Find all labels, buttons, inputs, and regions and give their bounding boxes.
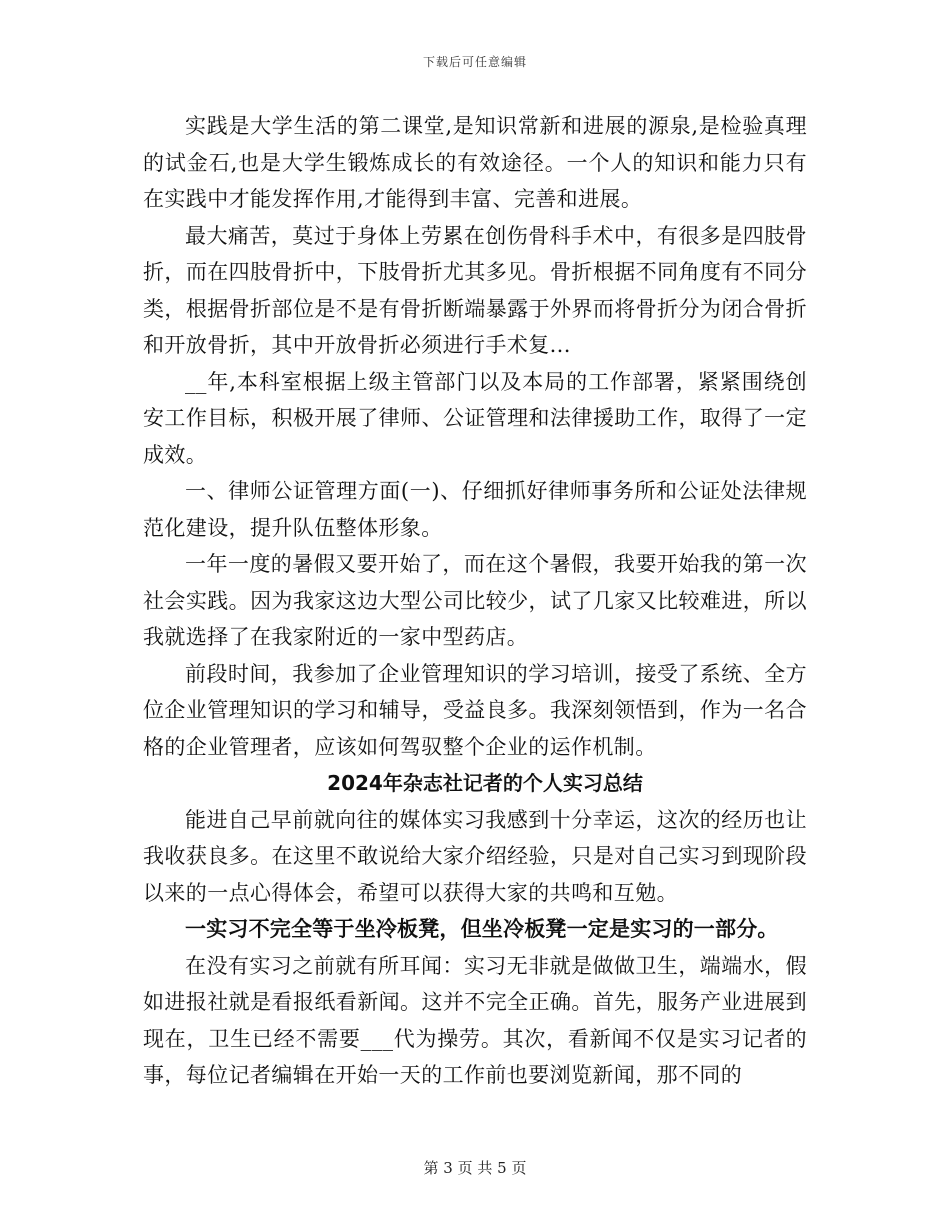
- paragraph-lawyer-notary: 一、律师公证管理方面(一)、仔细抓好律师事务所和公证处法律规范化建设，提升队伍整体形象。: [143, 479, 807, 540]
- paragraph-practice: 实践是大学生活的第二课堂,是知识常新和进展的源泉,是检验真理的试金石,也是大学生锻炼成长的有效途径。一个人的知识和能力只有在实践中才能发挥作用,才能得到丰富、完善和进展。: [143, 114, 807, 211]
- page-number: 第 3 页 共 5 页: [423, 1159, 527, 1177]
- paragraph-fracture: 最大痛苦，莫过于身体上劳累在创伤骨科手术中，有很多是四肢骨折，而在四肢骨折中，下肢骨折尤其多见。骨折根据不同角度有不同分类，根据骨折部位是不是有骨折断端暴露于外界而将骨折分为闭合骨折和开放骨折，其中开放骨折必须进行手术复...: [143, 223, 807, 357]
- paragraph-bold-subheading: 一实习不完全等于坐冷板凳，但坐冷板凳一定是实习的一部分。: [185, 917, 779, 941]
- paragraph-summer-practice: 一年一度的暑假又要开始了，而在这个暑假，我要开始我的第一次社会实践。因为我家这边大型公司比较少，试了几家又比较难进，所以我就选择了在我家附近的一家中型药店。: [143, 552, 807, 649]
- paragraph-management-training: 前段时间，我参加了企业管理知识的学习培训，接受了系统、全方位企业管理知识的学习和辅导，受益良多。我深刻领悟到，作为一名合格的企业管理者，应该如何驾驭整个企业的运作机制。: [143, 661, 807, 759]
- paragraph-internship-expectations: 在没有实习之前就有所耳闻：实习无非就是做做卫生，端端水，假如进报社就是看报纸看新闻。这并不完全正确。首先，服务产业进展到现在，卫生已经不需要___代为操劳。其次，看新闻不仅是实习记者的事，每位记者编辑在开始一天的工作前也要浏览新闻，那不同的: [143, 953, 807, 1087]
- paragraph-media-internship: 能进自己早前就向往的媒体实习我感到十分幸运，这次的经历也让我收获良多。在这里不敢说给大家介绍经验，只是对自己实习到现阶段以来的一点心得体会，希望可以获得大家的共鸣和互勉。: [143, 807, 807, 905]
- header-note: 下载后可任意编辑: [422, 55, 527, 69]
- document-body: [143, 108, 807, 1094]
- section-title: 2024年杂志社记者的个人实习总结: [327, 771, 643, 795]
- paragraph-department-work: __年,本科室根据上级主管部门以及本局的工作部署，紧紧围绕创安工作目标，积极开展了律师、公证管理和法律援助工作，取得了一定成效。: [143, 369, 807, 467]
